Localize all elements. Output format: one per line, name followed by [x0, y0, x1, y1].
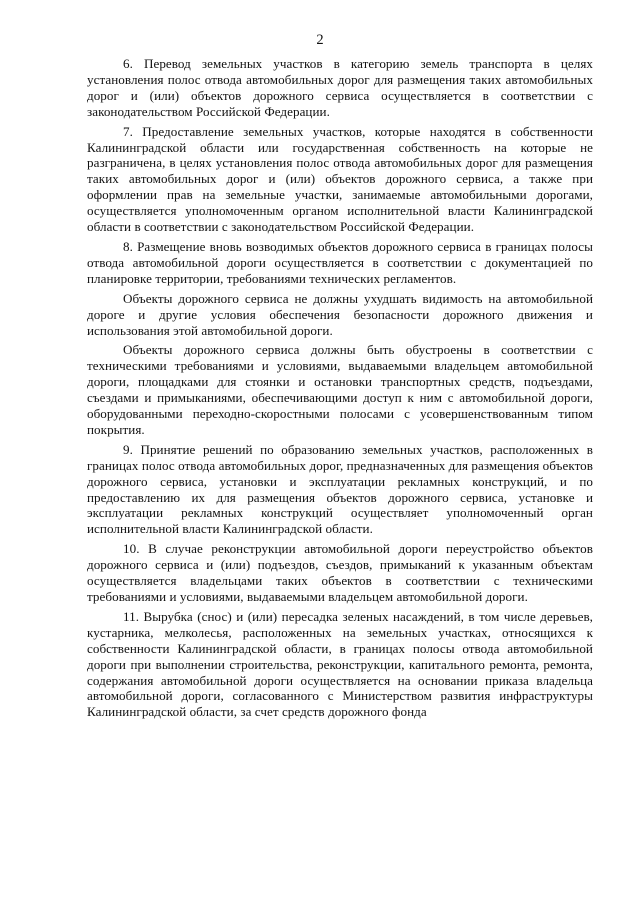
paragraph-6: 6. Перевод земельных участков в категорию земель транспорта в целях установления полос отвода автомобильных дорог для размещения таких автомобильных дорог и (или) объектов дорожного сервиса осуществляется в соответствии с законодательством Российской Федерации. [87, 56, 593, 119]
paragraph-8-equipment: Объекты дорожного сервиса должны быть обустроены в соответствии с техническими требованиями и условиями, выдаваемыми владельцем автомобильной дороги, площадками для стоянки и остановки транспортных средств, подъездами, съездами и примыканиями, обеспечивающими доступ к ним с автомобильной дороги, оборудованными переходно-скоростными полосами с усовершенствованным типом покрытия. [87, 342, 593, 437]
paragraph-11: 11. Вырубка (снос) и (или) пересадка зеленых насаждений, в том числе деревьев, кустарника, мелколесья, расположенных на земельных участках, относящихся к собственности Калининградской области, в границах полосы отвода автомобильной дороги при выполнении строительства, реконструкции, капитального ремонта, ремонта, содержания автомобильной дороги осуществляется на основании приказа владельца автомобильной дороги, согласованного с Министерством развития инфраструктуры Калининградской области, за счет средств дорожного фонда [87, 608, 593, 720]
document-body [87, 56, 593, 720]
paragraph-9: 9. Принятие решений по образованию земельных участков, расположенных в границах полос отвода автомобильных дорог, предназначенных для размещения объектов дорожного сервиса, установки и эксплуатации рекламных конструкций, и по предоставлению их для размещения объектов дорожного сервиса, установке и эксплуатации рекламных конструкций осуществляет уполномоченный орган исполнительной власти Калининградской области. [87, 441, 593, 537]
page-number: 2 [316, 32, 324, 48]
paragraph-8-visibility: Объекты дорожного сервиса не должны ухудшать видимость на автомобильной дороге и другие условия обеспечения безопасности дорожного движения и использования этой автомобильной дороги. [87, 290, 593, 338]
paragraph-7: 7. Предоставление земельных участков, которые находятся в собственности Калининградской области или государственная собственность на которые не разграничена, в целях установления полос отвода автомобильных дорог для размещения таких автомобильных дорог и (или) объектов дорожного сервиса, а также при оформлении прав на земельные участки, занимаемые автомобильными дорогами, осуществляется уполномоченным органом исполнительной власти Калининградской области в соответствии с законодательством Российской Федерации. [87, 123, 593, 235]
paragraph-10: 10. В случае реконструкции автомобильной дороги переустройство объектов дорожного сервиса и (или) подъездов, съездов, примыканий к указанным объектам осуществляется владельцами таких объектов в соответствии с техническими требованиями и условиями, выдаваемыми владельцем автомобильной дороги. [87, 541, 593, 604]
paragraph-8: 8. Размещение вновь возводимых объектов дорожного сервиса в границах полосы отвода автомобильной дороги осуществляется в соответствии с документацией по планировке территории, требованиями технических регламентов. [87, 238, 593, 286]
